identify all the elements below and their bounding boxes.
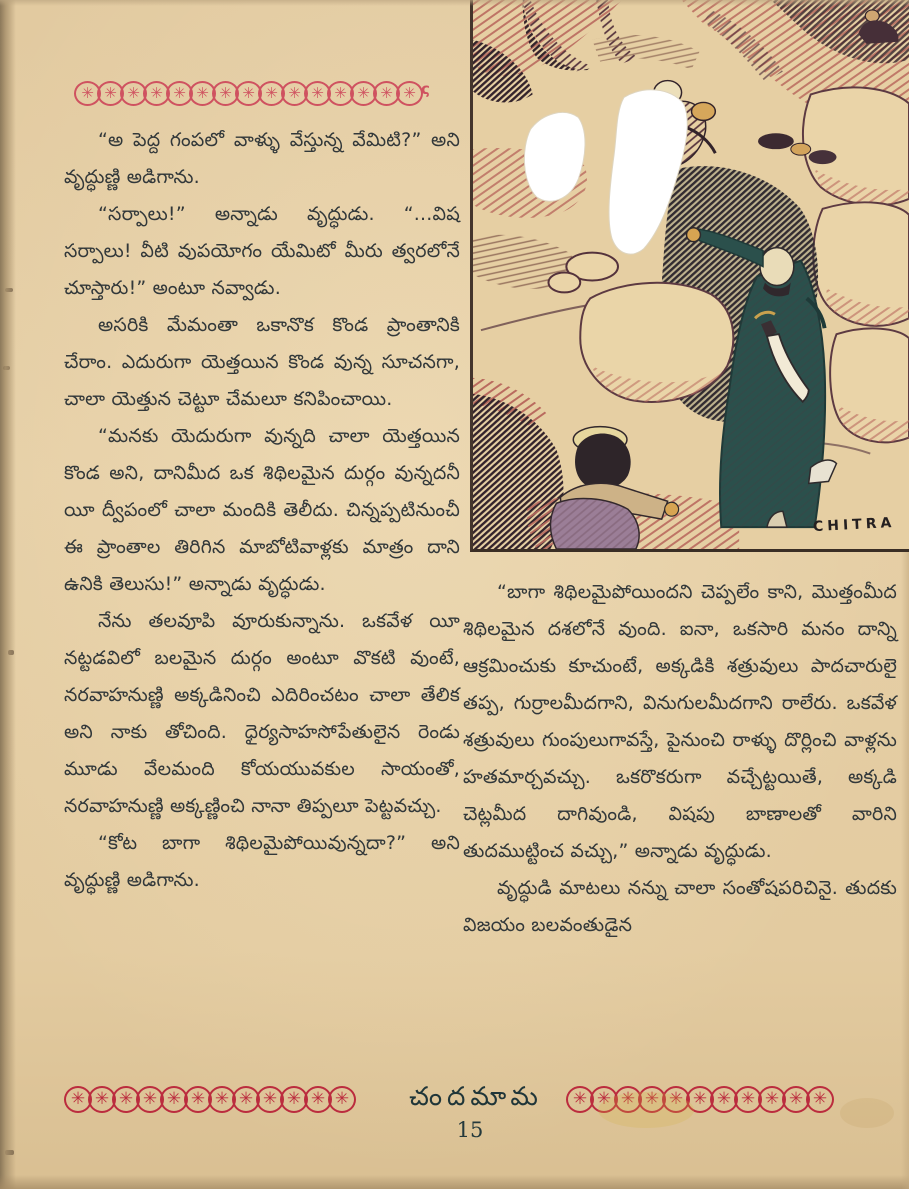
page-number: 15 [456,1118,484,1142]
magazine-title: చందమామ [409,1082,543,1112]
story-illustration [470,0,909,552]
paragraph: “మనకు యెదురుగా వున్నది చాలా యెత్తయిన కొండ అని, దానిమీద ఒక శిథిలమైన దుర్గం వున్నదనీ యీ ద్వీపంలో చాలా మందికి తెలీదు. చిన్నప్పటినుంచీ ఈ ప్రాంతాల తిరిగిన మాబోటివాళ్లకు మాత్రం దాని ఉనికి తెలుసు!” అన్నాడు వృద్ధుడు. [64,425,460,595]
paragraph: “బాగా శిథిలమైపోయిందని చెప్పలేం కాని, మొత్తంమీద శిథిలమైన దశలోనే వుంది. ఐనా, ఒకసారి మనం దాన్ని ఆక్రమించుకు కూచుంటే, అక్కడికి శత్రువులు పాదచారులై తప్ప, గుర్రాలమీదగాని, వినుగులమీదగాని రాలేరు. ఒకవేళ శత్రువులు గుంపులుగావస్తే, పైనుంచి రాళ్ళు దొర్లించి వాళ్లను హతమార్చవచ్చు. ఒకరొకరుగా వచ్చేట్టయితే, అక్కడి చెట్లమీద దాగివుండి, విషపు బాణాలతో వారిని తుదముట్టించ వచ్చు,” అన్నాడు వృద్ధుడు. [463,581,897,862]
paragraph: వృద్ధుడి మాటలు నన్ను చాలా సంతోషపరిచినై. తుదకు విజయం బలవంతుడైన [463,877,897,936]
ornament-border-bottom-right [566,1084,834,1114]
paragraph: నేను తలవూపి వూరుకున్నాను. ఒకవేళ యీ నట్టడవిలో బలమైన దుర్గం అంటూ వొకటి వుంటే, నరవాహనుణ్ణి అక్కడినించి ఎదిరించటం చాలా తేలిక అని నాకు తోచింది. ధైర్యసాహసోపేతులైన రెండు మూడు వేలమంది కోయయువకుల సాయంతో, నరవాహనుణ్ణి అక్కణ్ణించి నానా తిప్పలూ పెట్టవచ్చు. [64,610,460,817]
scan-speck [3,366,10,370]
ornament-border-top [74,78,430,108]
paragraph: “సర్పాలు!” అన్నాడు వృద్ధుడు. “...విష సర్పాలు! వీటి వుపయోగం యేమిటో మీరు త్వరలోనే చూస్తారు!” అంటూ నవ్వాడు. [64,203,460,299]
ornament-border-bottom-left [64,1084,356,1114]
left-text-column [64,122,460,899]
scan-speck [5,288,13,292]
illustration-graphic [473,0,909,549]
paragraph: “అ పెద్ద గంపలో వాళ్ళు వేస్తున్న వేమిటి?” అని వృద్ధుణ్ణి అడిగాను. [64,129,460,188]
scan-speck [5,1150,14,1155]
paragraph: అసరికి మేమంతా ఒకానొక కొండ ప్రాంతానికి చేరాం. ఎదురుగా యెత్తయిన కొండ వున్న సూచనగా, చాలా యెత్తున చెట్టూ చేమలూ కనిపించాయి. [64,314,460,410]
scan-edge-bottom [0,1175,909,1189]
scan-edge-left [0,0,16,1189]
scan-edge-right [901,552,909,1189]
artist-signature: CHITRA [812,514,896,536]
paper-stain [840,1098,894,1128]
paragraph: “కోట బాగా శిథిలమైపోయివున్నదా?” అని వృద్ధుణ్ణి అడిగాను. [64,832,460,891]
right-text-column [463,574,897,944]
scan-speck [8,650,14,655]
